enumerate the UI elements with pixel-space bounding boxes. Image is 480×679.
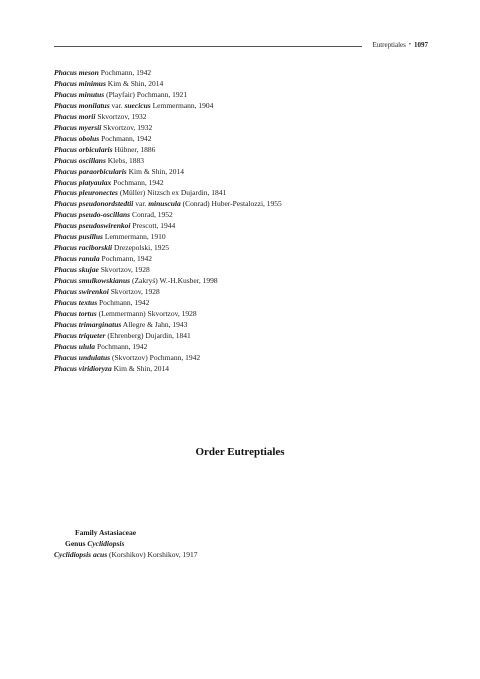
species-entry [54,188,282,199]
species-entry [54,243,282,254]
species-name: Phacus pleuronectes [54,188,118,198]
species-name: Phacus ranula [54,254,100,264]
species-author: Skvortzov, 1932 [103,122,153,132]
species-author: Skvortzov, 1928 [110,287,160,297]
species-author: Conrad, 1952 [131,210,173,220]
species-name: Phacus paraorbicularis [54,166,127,176]
species-entry [54,167,282,178]
species-author: Kim & Shin, 2014 [107,78,164,88]
species-name: Phacus ulula [54,341,96,351]
species-entry [54,112,282,123]
species-name: Phacus raciborskii [54,243,113,253]
genus-heading [65,539,124,549]
family-heading: Family Astasiaceae [75,528,137,537]
species-entry [54,79,282,90]
taxon-entry [54,550,197,560]
species-name: Phacus oscillans [54,155,106,165]
species-entry [54,320,282,331]
species-author: Hübner, 1886 [114,144,156,154]
species-name: Phacus textus [54,298,98,308]
genus-prefix: Genus [65,539,86,548]
species-author: Skvortzov, 1932 [97,111,147,121]
taxon-author: (Korshikov) Korshikov, 1917 [109,550,198,559]
species-name: Phacus skujae [54,265,99,275]
order-heading: Order Eutreptiales [195,446,285,458]
species-author: Prescott, 1944 [132,221,176,231]
species-entry [54,232,282,243]
header-rule [54,46,362,47]
species-author: Pochmann, 1942 [101,254,152,264]
species-entry [54,276,282,287]
species-author: (Conrad) Huber-Pestalozzi, 1955 [182,199,282,209]
species-name: Phacus undulatus [54,352,111,362]
species-entry [54,342,282,353]
species-rank: var. [111,100,123,110]
species-entry [54,134,282,145]
species-entry [54,287,282,298]
species-name: Phacus myersii [54,122,102,132]
species-list [54,68,282,375]
species-name: Phacus pusillus [54,232,103,242]
species-author: (Lemmermann) Skvortzov, 1928 [98,308,197,318]
species-author: Kim & Shin, 2014 [128,166,185,176]
species-name: Phacus smulkowskianus [54,276,131,286]
species-name: Phacus obolus [54,133,100,143]
species-author: Klebs, 1883 [107,155,145,165]
species-author: (Zakryś) W.-H.Kusber, 1998 [131,276,218,286]
page-number: 1097 [414,41,428,49]
running-head [372,40,428,50]
running-head-section: Eutreptiales [372,41,406,49]
species-name: Phacus minimus [54,78,106,88]
species-author: Skvortzov, 1928 [100,265,150,275]
species-name: Phacus pseudoswirenkoi [54,221,131,231]
species-entry [54,254,282,265]
species-infraspecific-name: suecicus [124,100,151,110]
species-name: Phacus monilatus [54,100,110,110]
species-entry [54,298,282,309]
species-entry [54,68,282,79]
species-name: Phacus platyaulax [54,177,112,187]
species-author: (Skvortzov) Pochmann, 1942 [111,352,201,362]
species-name: Phacus morii [54,111,96,121]
taxon-name: Cyclidiopsis acus [54,550,108,559]
species-author: Pochmann, 1942 [113,177,164,187]
species-author: Lemmermann, 1910 [104,232,166,242]
species-author: Drezepolski, 1925 [114,243,170,253]
species-author: Lemmermann, 1904 [152,100,214,110]
species-name: Phacus pseudo-oscillans [54,210,131,220]
species-entry [54,178,282,189]
species-author: (Playfair) Pochmann, 1921 [106,89,188,99]
species-name: Phacus viridioryza [54,363,112,373]
species-name: Phacus tortus [54,308,97,318]
species-entry [54,199,282,210]
species-entry [54,156,282,167]
species-author: (Ehrenberg) Dujardin, 1841 [107,330,191,340]
species-entry [54,353,282,364]
species-name: Phacus swirenkoi [54,287,109,297]
species-entry [54,210,282,221]
species-author: Pochmann, 1942 [101,133,152,143]
species-author: Pochmann, 1942 [96,341,148,351]
species-entry [54,309,282,320]
species-infraspecific-name: minuscula [148,199,181,209]
species-author: Kim & Shin, 2014 [113,363,170,373]
species-entry [54,145,282,156]
species-author: Pochmann, 1942 [100,68,152,77]
species-rank: var. [135,199,147,209]
species-entry [54,90,282,101]
species-author: (Müller) Nitzsch ex Dujardin, 1841 [119,188,227,198]
species-name: Phacus triqueter [54,330,106,340]
species-name: Phacus pseudonordstedtii [54,199,134,209]
species-name: Phacus meson [54,68,99,77]
running-head-separator: • [408,42,411,48]
species-entry [54,221,282,232]
species-author: Allegre & Jahn, 1943 [122,319,188,329]
species-entry [54,331,282,342]
species-name: Phacus trimarginatus [54,319,122,329]
species-name: Phacus minutus [54,89,105,99]
species-entry [54,364,282,375]
genus-name: Cyclidiopsis [87,539,125,548]
species-entry [54,101,282,112]
species-entry [54,123,282,134]
species-author: Pochmann, 1942 [99,298,150,308]
species-entry [54,265,282,276]
species-name: Phacus orbicularis [54,144,113,154]
